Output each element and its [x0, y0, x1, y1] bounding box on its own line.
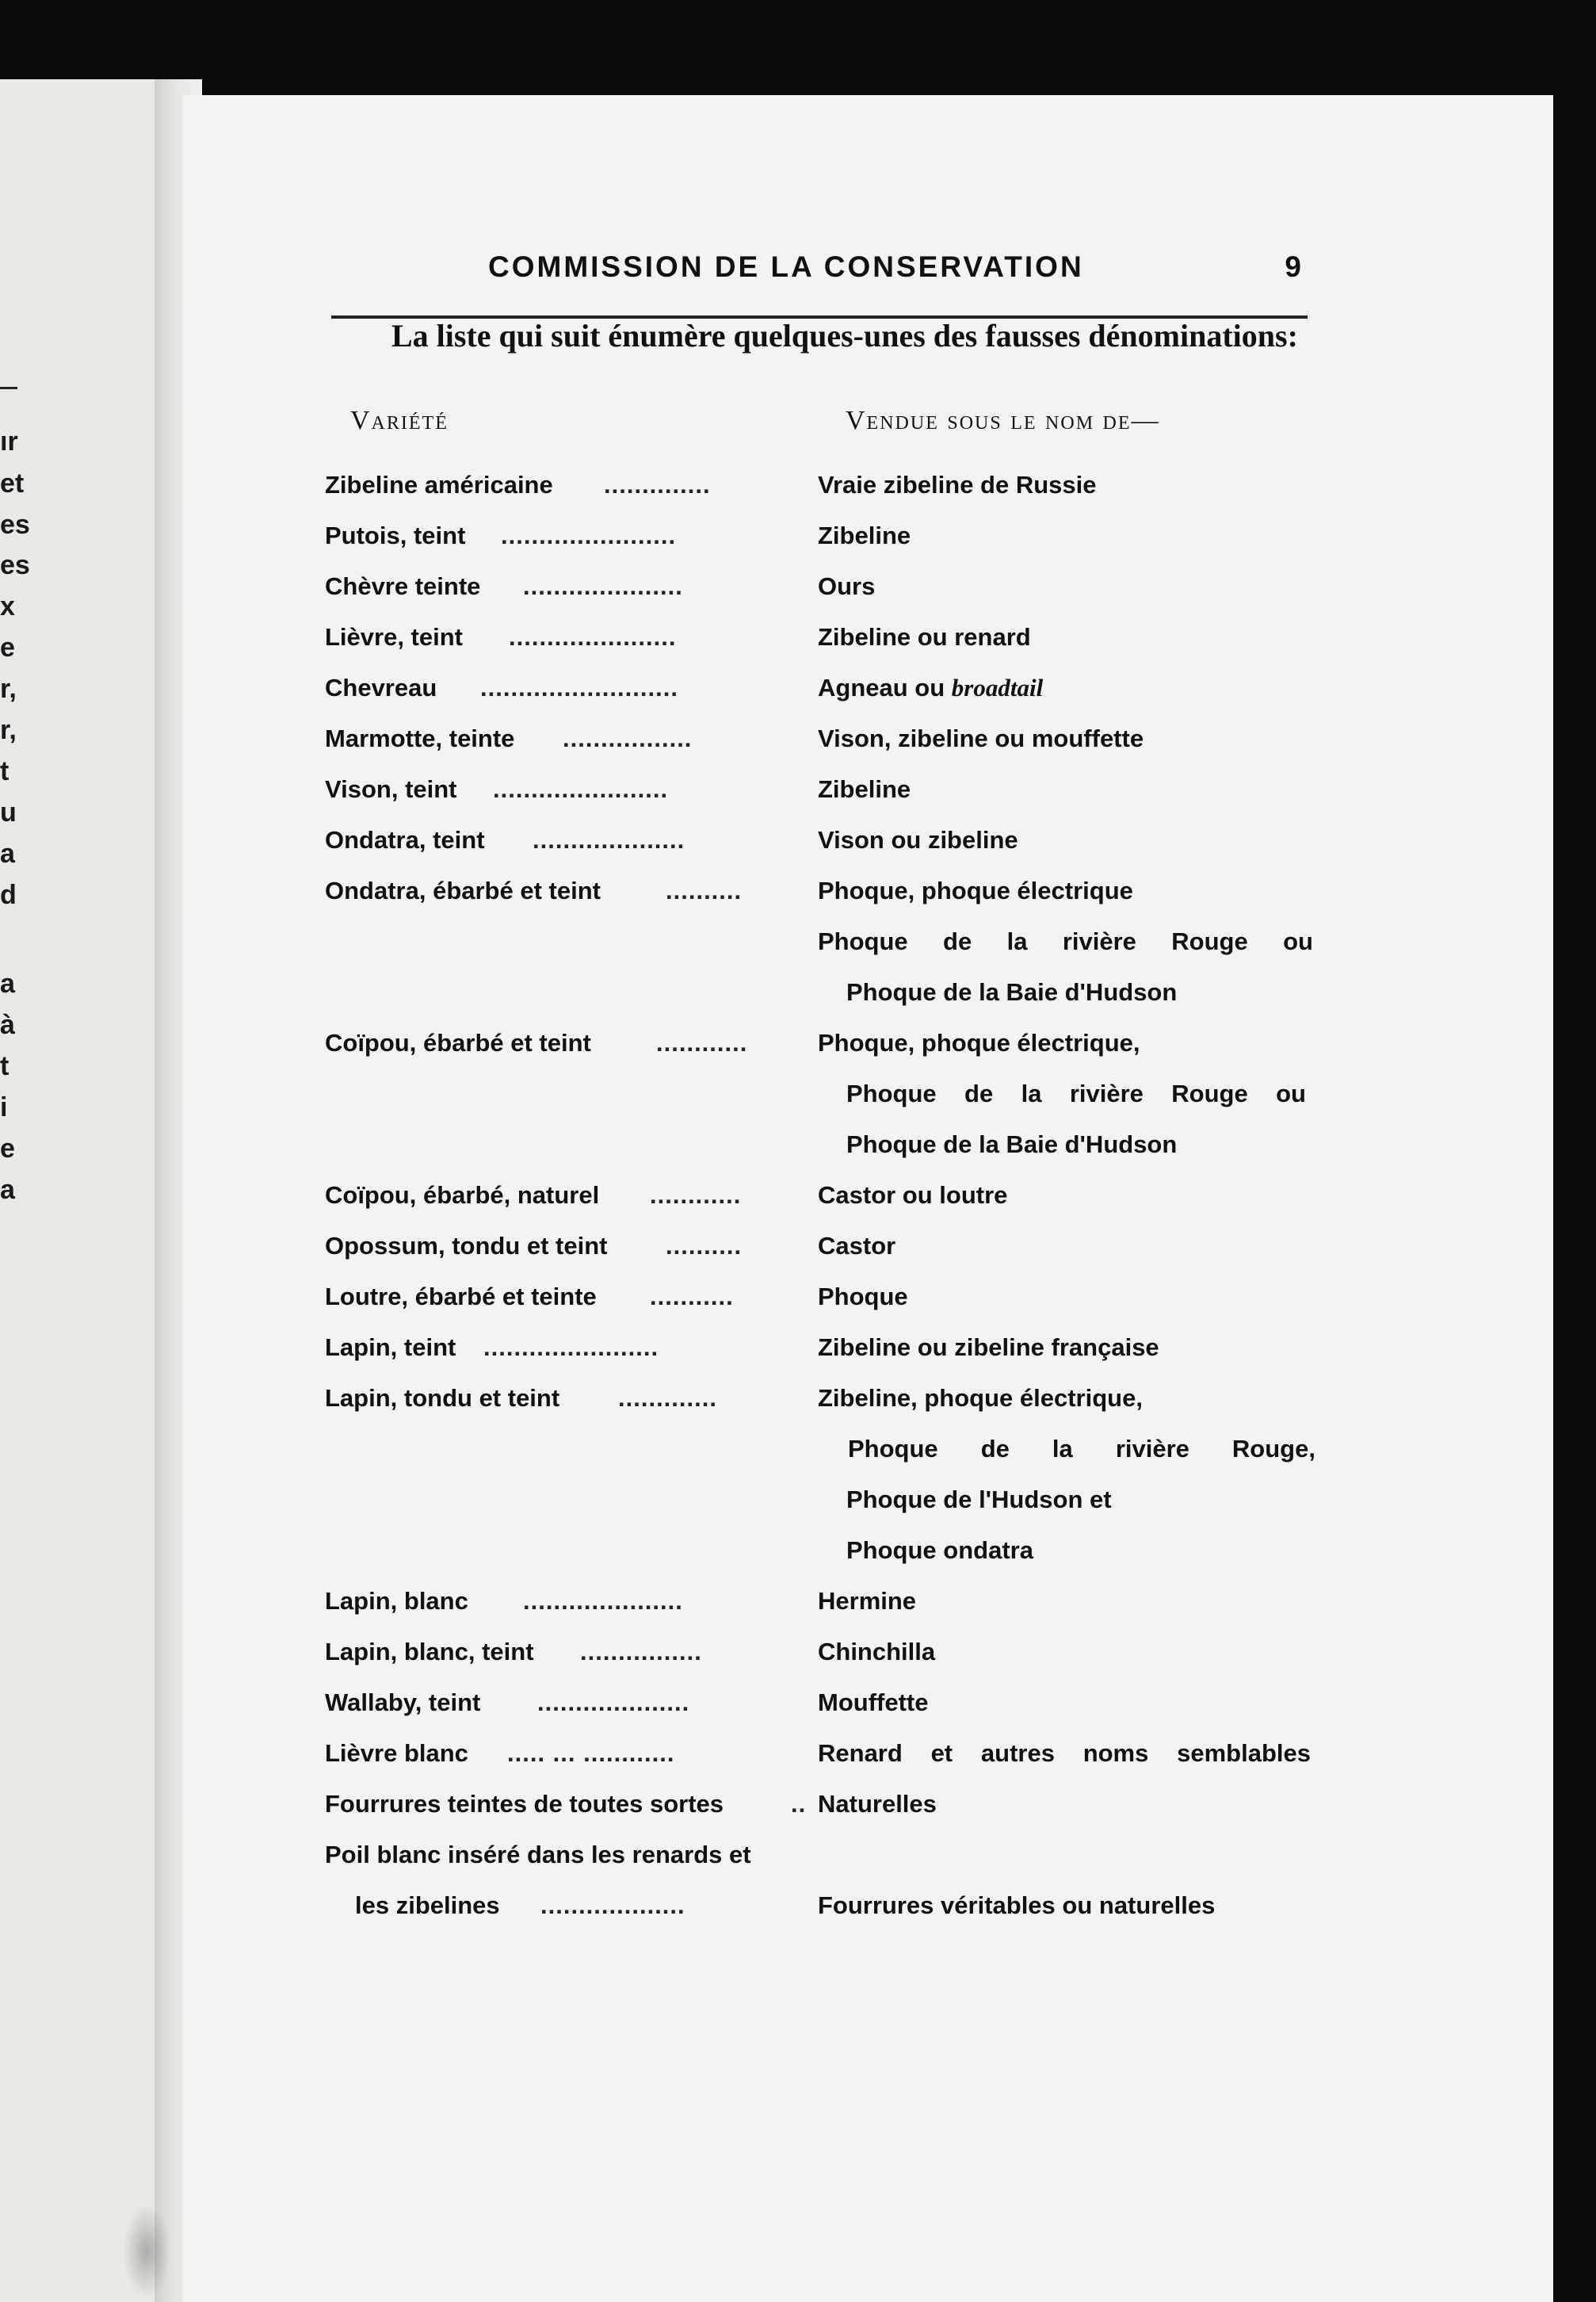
list-item	[325, 1018, 1323, 1069]
dot-leader: .......................	[493, 775, 669, 803]
sold-as-continuation: Phoque de la Baie d'Hudson	[846, 1130, 1178, 1158]
list-item	[325, 916, 1323, 967]
sold-as-name: Vison ou zibeline	[818, 826, 1018, 854]
sold-as-name: Phoque, phoque électrique	[818, 877, 1133, 904]
word: noms	[1082, 1739, 1149, 1767]
dot-leader: .................	[563, 725, 693, 752]
dot-leader: ..............	[604, 471, 711, 499]
sold-as-name	[818, 663, 1043, 713]
facing-page-fragment: es	[0, 510, 30, 540]
sold-as-continuation: Phoque de l'Hudson et	[846, 1486, 1112, 1513]
intro-sentence: La liste qui suit énumère quelques-unes des fausses dénominations:	[391, 318, 1298, 354]
facing-page-fragment: i	[0, 1092, 8, 1122]
list-item	[325, 1221, 1323, 1271]
word: la	[1021, 1080, 1042, 1107]
variety-name: Chèvre teinte	[325, 572, 481, 600]
word: rivière	[1069, 1080, 1144, 1107]
variety-name: Zibeline américaine	[325, 471, 553, 499]
facing-page-fragment: a	[0, 969, 15, 999]
list-item	[325, 1880, 1323, 1931]
facing-page-fragment: et	[0, 468, 25, 499]
dot-leader: ............	[650, 1181, 742, 1209]
variety-name: Lièvre, teint	[325, 623, 463, 651]
facing-page-rule	[0, 387, 17, 389]
word: de	[980, 1435, 1010, 1463]
sold-as-name: Chinchilla	[818, 1638, 936, 1665]
variety-name: Vison, teint	[325, 775, 457, 803]
word: Renard	[818, 1739, 903, 1767]
variety-name: Ondatra, teint	[325, 826, 485, 854]
facing-page-fragment: t	[0, 756, 10, 786]
word: semblables	[1177, 1739, 1311, 1767]
list-item	[325, 1424, 1323, 1474]
facing-page-fragment: a	[0, 839, 15, 869]
sold-as-name: Zibeline ou zibeline française	[818, 1333, 1159, 1361]
word: Rouge	[1171, 927, 1248, 955]
scan-smudge	[123, 2204, 170, 2299]
variety-name: Coïpou, ébarbé et teint	[325, 1029, 591, 1057]
sold-as-name: Fourrures véritables ou naturelles	[818, 1891, 1216, 1919]
list-item	[325, 713, 1323, 764]
sold-as-continuation	[818, 1728, 1311, 1779]
word: de	[943, 927, 972, 955]
facing-page-fragment: r,	[0, 715, 17, 745]
sold-as-text: Agneau ou	[818, 674, 952, 702]
sold-as-name: Phoque	[818, 1283, 908, 1310]
list-item	[325, 1322, 1323, 1373]
list-item	[325, 561, 1323, 612]
word: la	[1052, 1435, 1073, 1463]
facing-page-fragment: d	[0, 880, 17, 910]
facing-page-fragment: r,	[0, 674, 17, 704]
running-header	[331, 252, 1308, 319]
variety-name: Wallaby, teint	[325, 1688, 481, 1716]
facing-page-fragment: x	[0, 591, 15, 621]
facing-page-fragment: à	[0, 1010, 15, 1040]
word: ou	[1276, 1080, 1306, 1107]
variety-name: Lapin, tondu et teint	[325, 1384, 560, 1412]
variety-name: Lièvre blanc	[325, 1739, 468, 1767]
word: ou	[1283, 927, 1313, 955]
list-item	[325, 663, 1323, 713]
facing-page	[0, 79, 170, 2302]
variety-name: Marmotte, teinte	[325, 725, 515, 752]
list-item	[325, 866, 1323, 916]
column-heading-sold-as: Vendue sous le nom de—	[846, 406, 1160, 435]
variety-name: Poil blanc inséré dans les renards et	[325, 1841, 751, 1868]
word: Rouge	[1171, 1080, 1248, 1107]
sold-as-name: Zibeline	[818, 522, 911, 549]
list-item	[325, 967, 1323, 1018]
sold-as-continuation: Phoque ondatra	[846, 1536, 1033, 1564]
dot-leader: .....................	[523, 572, 683, 600]
variety-name: Putois, teint	[325, 522, 466, 549]
variety-name: Loutre, ébarbé et teinte	[325, 1283, 597, 1310]
header-title: COMMISSION DE LA CONSERVATION	[488, 250, 1084, 283]
facing-page-fragment: es	[0, 550, 30, 580]
sold-as-name: Ours	[818, 572, 876, 600]
dot-leader: ............	[656, 1029, 748, 1057]
list-item	[325, 460, 1323, 510]
list-item	[325, 1119, 1323, 1170]
dot-leader: ...................	[540, 1891, 685, 1919]
word: rivière	[1062, 927, 1136, 955]
dot-leader: .............	[618, 1384, 717, 1412]
word: Rouge,	[1231, 1435, 1315, 1463]
facing-page-fragment: u	[0, 797, 17, 828]
word: Phoque	[818, 927, 908, 955]
sold-as-name: Castor ou loutre	[818, 1181, 1008, 1209]
word: Phoque	[846, 1080, 937, 1107]
facing-page-fragment: t	[0, 1051, 10, 1081]
sold-as-name: Zibeline	[818, 775, 911, 803]
sold-as-name: Phoque, phoque électrique,	[818, 1029, 1140, 1057]
sold-as-italic-text: broadtail	[951, 674, 1044, 702]
dot-leader: ..... ... ............	[507, 1739, 675, 1767]
dot-leader: ..........................	[480, 674, 678, 702]
sold-as-name: Naturelles	[818, 1790, 937, 1818]
sold-as-name: Castor	[818, 1232, 896, 1260]
sold-as-name: Zibeline, phoque électrique,	[818, 1384, 1143, 1412]
list-item	[325, 1373, 1323, 1424]
dot-leader: ...........	[650, 1283, 734, 1310]
list-item	[325, 1779, 1323, 1830]
variety-name: Lapin, teint	[325, 1333, 456, 1361]
list-item	[325, 1271, 1323, 1322]
sold-as-name: Hermine	[818, 1587, 917, 1615]
list-item	[325, 764, 1323, 815]
list-item	[325, 1728, 1323, 1779]
list-item	[325, 1677, 1323, 1728]
word: Phoque	[848, 1435, 938, 1463]
dot-leader: .......................	[501, 522, 677, 549]
facing-page-fragment: e	[0, 633, 15, 663]
variety-name: Ondatra, ébarbé et teint	[325, 877, 601, 904]
dot-leader: ................	[580, 1638, 702, 1665]
facing-page-fragment: e	[0, 1134, 15, 1164]
sold-as-continuation: Phoque de la Baie d'Hudson	[846, 978, 1178, 1006]
list-item	[325, 1170, 1323, 1221]
word: rivière	[1115, 1435, 1189, 1463]
column-heading-variety: Variété	[350, 406, 449, 435]
dot-leader: ......................	[509, 623, 677, 651]
list-item	[325, 510, 1323, 561]
word: autres	[980, 1739, 1055, 1767]
sold-as-name: Zibeline ou renard	[818, 623, 1031, 651]
variety-name: Chevreau	[325, 674, 437, 702]
sold-as-continuation	[846, 1069, 1306, 1119]
variety-name: Fourrures teintes de toutes sortes	[325, 1790, 724, 1818]
dot-leader: ..........	[666, 877, 743, 904]
list-item	[325, 1474, 1323, 1525]
word: la	[1006, 927, 1028, 955]
list-item	[325, 612, 1323, 663]
list-item	[325, 1525, 1323, 1576]
dot-leader: ..	[791, 1790, 807, 1818]
facing-page-fragment: a	[0, 1175, 15, 1205]
sold-as-name: Vison, zibeline ou mouffette	[818, 725, 1144, 752]
word: de	[964, 1080, 994, 1107]
facing-page-fragment: ır	[0, 426, 18, 457]
list-item	[325, 1627, 1323, 1677]
word: et	[930, 1739, 953, 1767]
dot-leader: .......................	[483, 1333, 659, 1361]
sold-as-continuation	[848, 1424, 1315, 1474]
dot-leader: ....................	[533, 826, 685, 854]
list-item	[325, 1830, 1323, 1880]
sold-as-name: Mouffette	[818, 1688, 929, 1716]
variety-name: Lapin, blanc, teint	[325, 1638, 534, 1665]
variety-name: Opossum, tondu et teint	[325, 1232, 608, 1260]
dot-leader: .....................	[523, 1587, 683, 1615]
dot-leader: ....................	[537, 1688, 690, 1716]
variety-name: Coïpou, ébarbé, naturel	[325, 1181, 600, 1209]
sold-as-name: Vraie zibeline de Russie	[818, 471, 1097, 499]
misnomer-list	[325, 460, 1323, 1931]
sold-as-continuation	[818, 916, 1313, 967]
list-item	[325, 1576, 1323, 1627]
variety-name: Lapin, blanc	[325, 1587, 468, 1615]
list-item	[325, 815, 1323, 866]
list-item	[325, 1069, 1323, 1119]
page-number: 9	[1285, 250, 1301, 283]
variety-name: les zibelines	[355, 1891, 500, 1919]
dot-leader: ..........	[666, 1232, 743, 1260]
